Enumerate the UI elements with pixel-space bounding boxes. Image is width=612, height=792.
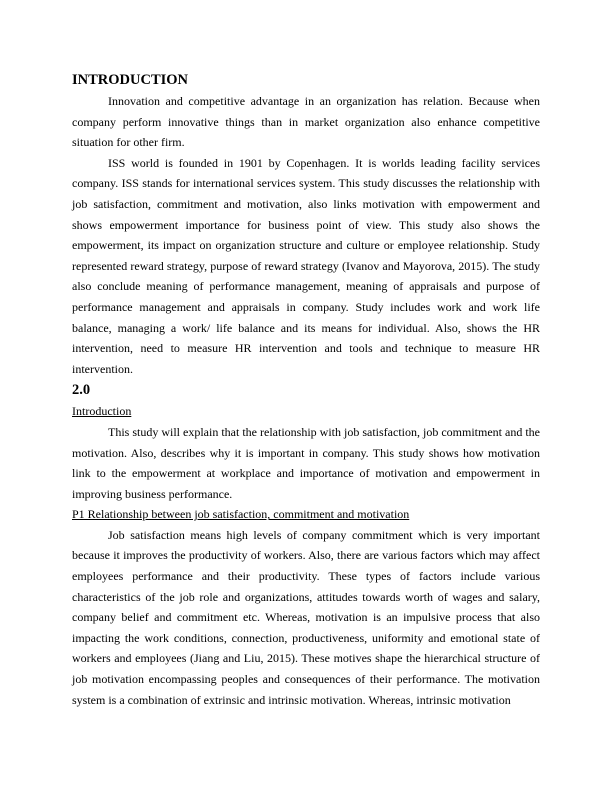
subheading-introduction: Introduction — [72, 404, 132, 419]
paragraph-study-explain: This study will explain that the relationship with job satisfaction, job commitment and the motivation. Also, describes why it is important in company. This study shows how motivation link to the empowerment at workplace and importance of motivation and empowerment in improving business performance. — [72, 424, 540, 501]
section-heading-2-0: 2.0 — [72, 382, 91, 399]
paragraph-innovation: Innovation and competitive advantage in an organization has relation. Because when company perform innovative things than in market organization also enhance competitive situation for other firm. — [72, 94, 540, 150]
paragraph-iss-world: ISS world is founded in 1901 by Copenhagen. It is worlds leading facility services company. ISS stands for international services system. This study discusses the relationship with job satisfaction, commitment and motivation, also links motivation with empowerment and shows empowerment importance for business point of view. This study also shows the empowerment, its impact on organization structure and culture or employee relationship. Study represented reward strategy, purpose of reward strategy (Ivanov and Mayorova, 2015). The study also conclude meaning of performance management, meaning of appraisals and purpose of performance management and appraisals in company. Study includes work and work life balance, managing a work/ life balance and its means for individual. Also, shows the HR intervention, need to measure HR intervention and tools and technique to measure HR intervention. — [72, 155, 540, 376]
subheading-p1-relationship: P1 Relationship between job satisfaction, commitment and motivation — [72, 507, 410, 522]
section-heading-introduction: INTRODUCTION — [72, 72, 189, 88]
document-page — [72, 70, 540, 710]
paragraph-job-satisfaction: Job satisfaction means high levels of company commitment which is very important because it improves the productivity of workers. Also, there are various factors which may affect employees performance and their productivity. These types of factors include various characteristics of the job role and organizations, attitudes towards worth of wages and salary, company belief and commitment etc. Whereas, motivation is an impulsive process that also impacting the work conditions, connection, productiveness, uniformity and emotional state of workers and employees (Jiang and Liu, 2015). These motives shape the hierarchical structure of job motivation encompassing peoples and consequences of their performance. The motivation system is a combination of extrinsic and intrinsic motivation. Whereas, intrinsic motivation — [72, 527, 540, 707]
